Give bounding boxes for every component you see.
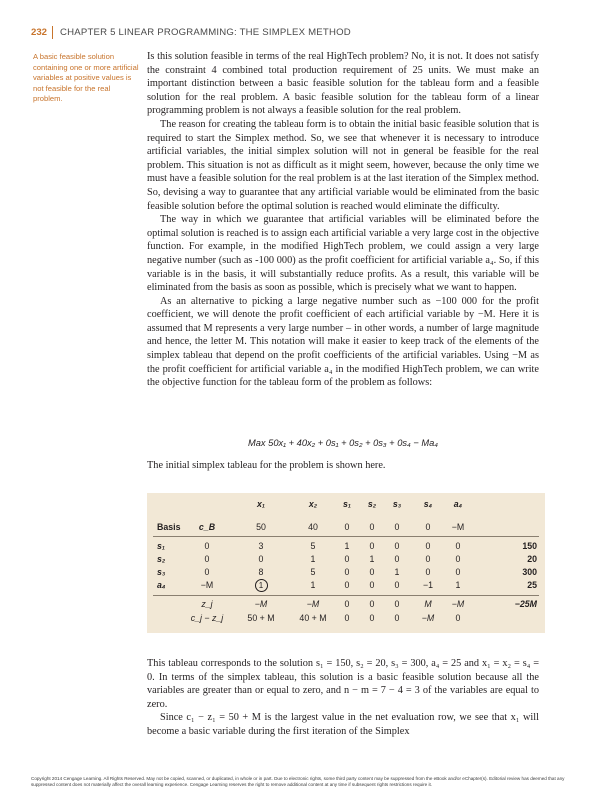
coef: 3: [258, 541, 264, 551]
net-eval-value: 0: [394, 613, 400, 623]
zj-value: 0: [394, 599, 400, 609]
coef: 0: [455, 554, 461, 564]
cb-value: 0: [204, 541, 210, 551]
zj-label: z_j: [201, 599, 213, 609]
var-header: x₁: [257, 499, 265, 509]
cb-label: c_B: [198, 522, 216, 532]
paragraph: Since c₁ − z₁ = 50 + M is the largest value in the net evaluation row, we see that x₁ will become a basic variable during the first iteration of the Simplex: [147, 712, 539, 737]
var-header: a₄: [453, 499, 463, 509]
basis-var: s₃: [157, 567, 166, 577]
rhs-value: 150: [522, 541, 537, 551]
header-divider: [52, 26, 53, 39]
coef: 1: [369, 554, 375, 564]
coef: 0: [344, 554, 350, 564]
zj-rhs: −25M: [514, 599, 537, 609]
pivot-element: [241, 579, 281, 592]
zj-value: 0: [344, 599, 350, 609]
var-header: s₄: [423, 499, 433, 509]
coef: 1: [310, 580, 316, 590]
running-head: [31, 27, 571, 39]
coef: 0: [369, 567, 375, 577]
cj-value: 0: [344, 522, 350, 532]
coef: 1: [455, 580, 461, 590]
coef: 0: [258, 554, 264, 564]
coef: 1: [310, 554, 316, 564]
cj-value: 0: [394, 522, 400, 532]
cj-value: 0: [425, 522, 431, 532]
chapter-title: CHAPTER 5 LINEAR PROGRAMMING: THE SIMPLEX METHOD: [60, 27, 351, 38]
body-text: [147, 50, 539, 390]
coef: 0: [394, 541, 400, 551]
tableau-caption: The initial simplex tableau for the problem is shown here.: [147, 460, 386, 471]
var-header: x₂: [308, 499, 318, 509]
rhs-value: 25: [527, 580, 537, 590]
net-eval-value: 0: [344, 613, 350, 623]
coef: 0: [425, 554, 431, 564]
coef: 0: [369, 541, 375, 551]
var-header: s₃: [392, 499, 402, 509]
objective-function: Max 50x₁ + 40x₂ + 0s₁ + 0s₂ + 0s₃ + 0s₄ − Ma₄: [248, 438, 438, 448]
coef: −1: [422, 580, 434, 590]
paragraph: The way in which we guarantee that artificial variables will be eliminated before the optimal solution is reached is to assign each artificial variable a very large cost in the objective function. For example, in the modified HighTech problem, we could assign a very large negative number (such as -100 000) as the profit coefficient for artificial variable a₄. So, if this variable is in the basis, it will substantially reduce profits. As a result, this variable will be eliminated from the basis as soon as possible, which is precisely what we want to happen.: [147, 214, 539, 294]
basis-label: Basis: [157, 522, 181, 532]
coef: 5: [310, 541, 316, 551]
zj-value: −M: [254, 599, 268, 609]
basis-var: s₂: [157, 554, 166, 564]
coef: 1: [344, 541, 350, 551]
tableau-rule: [153, 595, 539, 596]
rhs-value: 20: [527, 554, 537, 564]
net-eval-label: c_j − z_j: [190, 613, 224, 623]
cb-value: 0: [204, 554, 210, 564]
coef: 0: [455, 541, 461, 551]
paragraph: This tableau corresponds to the solution s₁ = 150, s₂ = 20, s₃ = 300, a₄ = 25 and x₁ = x₂ = s₄ = 0. In terms of the simplex tableau, this solution is a basic feasible solution because all the variables are greater than or equal to zero, and n − m = 7 − 4 = 3 of the variables are equal to zero.: [147, 658, 539, 710]
net-eval-value: −M: [421, 613, 435, 623]
var-header: s₂: [367, 499, 377, 509]
margin-note: A basic feasible solution containing one or more artificial variables at positive values is not feasible for the real problem.: [33, 52, 139, 103]
net-eval-value: 40 + M: [299, 613, 327, 623]
cj-value: 0: [369, 522, 375, 532]
rhs-value: 300: [522, 567, 537, 577]
coef: 0: [425, 541, 431, 551]
page-number: 232: [31, 27, 48, 38]
pivot-circle: 1: [255, 579, 268, 592]
cb-value: −M: [200, 580, 214, 590]
cj-value: −M: [451, 522, 465, 532]
var-header: s₁: [343, 499, 351, 509]
zj-value: M: [424, 599, 432, 609]
coef: 0: [455, 567, 461, 577]
zj-value: −M: [451, 599, 465, 609]
zj-value: 0: [369, 599, 375, 609]
coef: 0: [344, 567, 350, 577]
coef: 0: [369, 580, 375, 590]
coef: 5: [310, 567, 316, 577]
cb-value: 0: [204, 567, 210, 577]
coef: 0: [394, 580, 400, 590]
tableau-rule: [153, 536, 539, 537]
simplex-tableau: [147, 493, 545, 633]
cj-value: 50: [256, 522, 266, 532]
coef: 0: [394, 554, 400, 564]
body-text-continued: [147, 657, 539, 739]
coef: 0: [425, 567, 431, 577]
paragraph: As an alternative to picking a large negative number such as −100 000 for the profit coefficient, we will denote the profit coefficient of each artificial variable by −M. Here it is assumed that M represents a very large number – in other words, a number of large magnitude and hence, the letter M. This notation will make it easier to keep track of the elements of the simplex tableau that depend on the profit coefficients of the artificial variables. Using −M as the profit coefficient for artificial variable a₄ in the modified HighTech problem, we can write the objective function for the tableau form of the problem as follows:: [147, 295, 539, 389]
basis-var: s₁: [157, 541, 165, 551]
basis-var: a₄: [157, 580, 166, 590]
zj-value: −M: [306, 599, 320, 609]
coef: 8: [258, 567, 264, 577]
copyright-notice: Copyright 2014 Cengage Learning. All Rights Reserved. May not be copied, scanned, or duplicated, in whole or in part. Due to electronic rights, some third party content may be suppressed from the eBook and/or eChapter(s). Editorial review has deemed that any suppressed content does not materially affect the overall learning experience. Cengage Learning reserves the right to remove additional content at any time if subsequent rights restrictions require it.: [31, 776, 565, 788]
cj-value: 40: [308, 522, 318, 532]
paragraph: Is this solution feasible in terms of the real HighTech problem? No, it is not. It does not satisfy the constraint 4 combined total production requirement of 25 units. We must make an important distinction between a basic feasible solution for the tableau form and a feasible solution for the real problem. A basic feasible solution for the tableau form of a linear programming problem is not always a feasible solution for the real problem.: [147, 51, 539, 117]
net-eval-value: 0: [369, 613, 375, 623]
coef: 1: [394, 567, 400, 577]
paragraph: The reason for creating the tableau form is to obtain the initial basic feasible solution that is required to start the Simplex method. So, we see that whenever it is necessary to introduce artificial variables, the initial simplex solution will not in general be feasible for the real problem. This situation is not as difficult as it might seem, however, because the only time we must have a feasible solution for the real problem is at the last iteration of the Simplex method. So, devising a way to guarantee that any artificial variable would be eliminated from the basic feasible solution before the optimal solution is reached would eliminate the difficulty.: [147, 118, 539, 212]
net-eval-value: 50 + M: [247, 613, 275, 623]
coef: 0: [344, 580, 350, 590]
net-eval-value: 0: [455, 613, 461, 623]
